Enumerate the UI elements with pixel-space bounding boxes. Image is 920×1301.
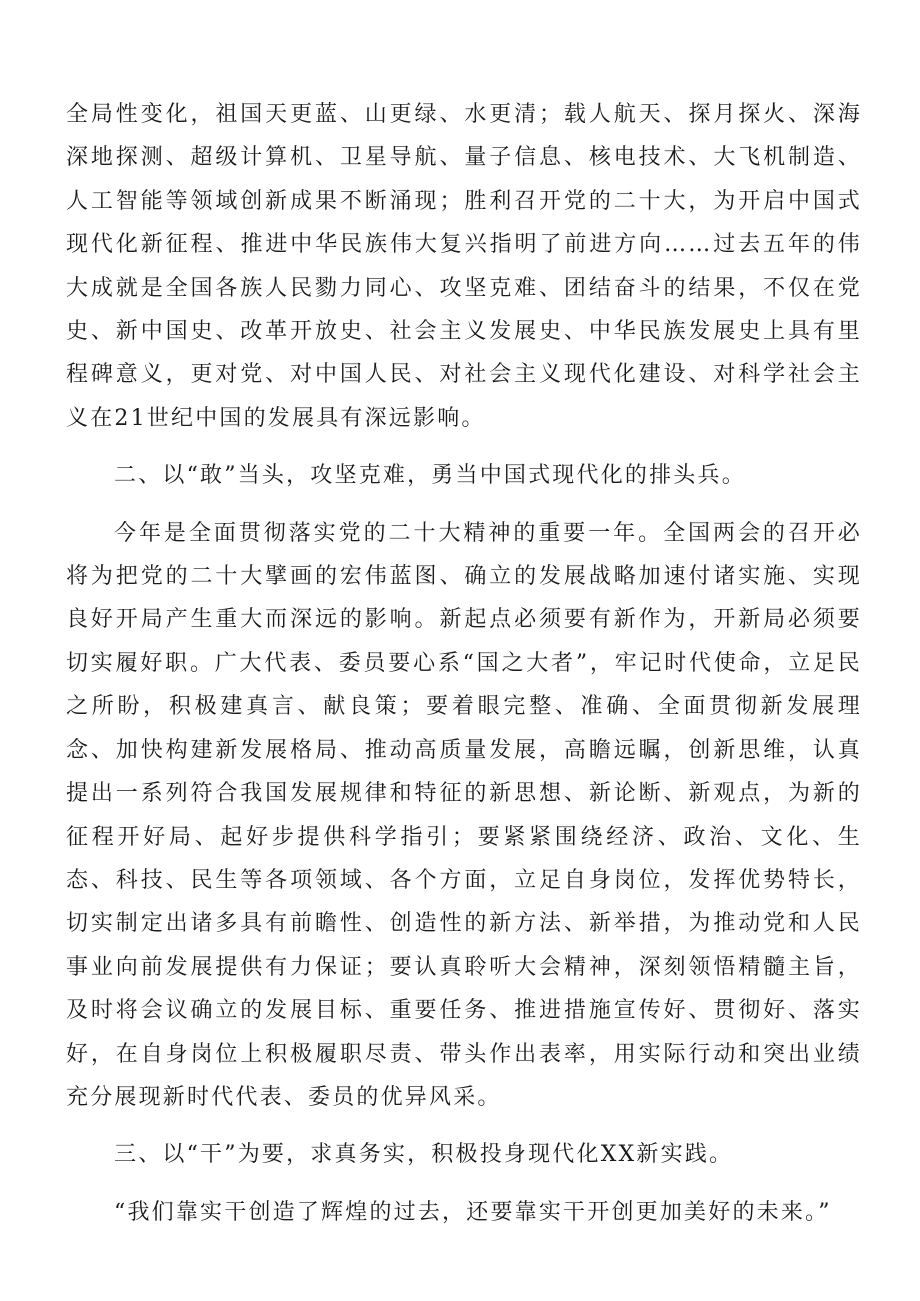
paragraph-achievements: 全局性变化，祖国天更蓝、山更绿、水更清；载人航天、探月探火、深海深地探测、超级计算机、卫星导航、量子信息、核电技术、大飞机制造、人工智能等领域创新成果不断涌现；胜利召开党的二十大，为开启中国式现代化新征程、推进中华民族伟大复兴指明了前进方向……过去五年的伟大成就是全国各族人民勠力同心、攻坚克难、团结奋斗的结果，不仅在党史、新中国史、改革开放史、社会主义发展史、中华民族发展史上具有里程碑意义，更对党、对中国人民、对社会主义现代化建设、对科学社会主义在21世纪中国的发展具有深远影响。 (66, 102, 862, 431)
paragraph-section-two-body: 今年是全面贯彻落实党的二十大精神的重要一年。全国两会的召开必将为把党的二十大擘画的宏伟蓝图、确立的发展战略加速付诸实施、实现良好开局产生重大而深远的影响。新起点必须要有新作为，开新局必须要切实履好职。广大代表、委员要心系“国之大者”，牢记时代使命，立足民之所盼，积极建真言、献良策；要着眼完整、准确、全面贯彻新发展理念、加快构建新发展格局、推动高质量发展，高瞻远瞩，创新思维，认真提出一系列符合我国发展规律和特征的新思想、新论断、新观点，为新的征程开好局、起好步提供科学指引；要紧紧围绕经济、政治、文化、生态、科技、民生等各项领域、各个方面，立足自身岗位，发挥优势特长，切实制定出诸多具有前瞻性、创造性的新方法、新举措，为推动党和人民事业向前发展提供有力保证；要认真聆听大会精神，深刻领悟精髓主旨，及时将会议确立的发展目标、重要任务、推进措施宣传好、贯彻好、落实好，在自身岗位上积极履职尽责、带头作出表率，用实际行动和突出业绩充分展现新时代代表、委员的优异风采。 (66, 520, 862, 1110)
heading-section-two: 二、以“敢”当头，攻坚克难，勇当中国式现代化的排头兵。 (114, 463, 746, 489)
heading-section-three: 三、以“干”为要，求真务实，积极投身现代化XX新实践。 (114, 1142, 734, 1168)
paragraph-quote: “我们靠实干创造了辉煌的过去，还要靠实干开创更加美好的未来。” (114, 1199, 832, 1225)
document-body (66, 93, 862, 1234)
